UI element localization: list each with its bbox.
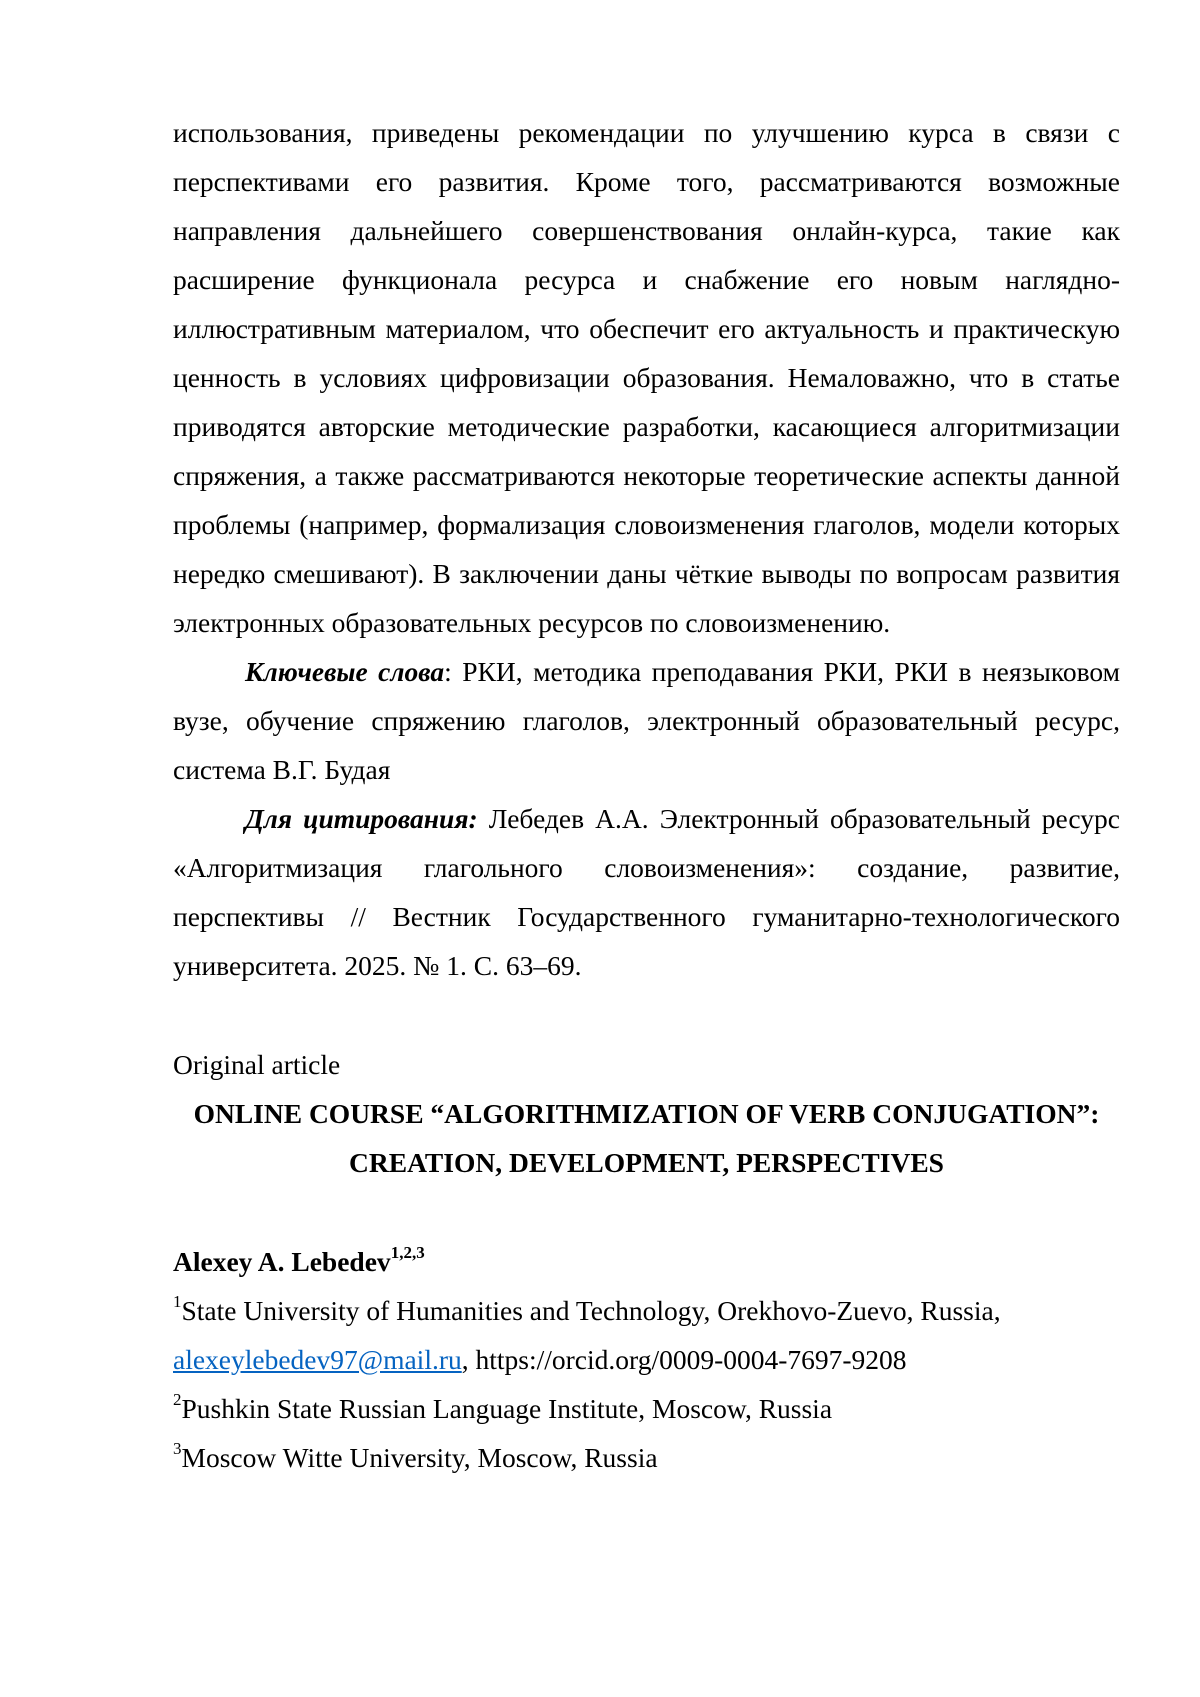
citation-label: Для цитирования: [245,803,478,834]
contact-line [173,1335,1120,1384]
affiliation-3-marker: 3 [173,1439,182,1458]
author-name: Alexey A. Lebedev [173,1246,391,1277]
affiliation-2 [173,1384,1120,1433]
keywords-paragraph [173,647,1120,794]
affiliation-1 [173,1286,1120,1335]
keywords-label: Ключевые слова [245,656,444,687]
orcid-text: , https://orcid.org/0009-0004-7697-9208 [462,1344,907,1375]
affiliation-3 [173,1433,1120,1482]
document-page [173,108,1120,1482]
section-spacer [173,1187,1120,1237]
citation-text: Лебедев А.А. Электронный образовательный ресурс «Алгоритмизация глагольного словоизменения»: создание, развитие, перспективы // Вестник Государственного гуманитарно-технологического университета. 2025. № 1. С. 63–69. [173,803,1120,981]
affiliation-2-marker: 2 [173,1390,182,1409]
author-affiliation-markers: 1,2,3 [391,1243,425,1262]
abstract-continuation: использования, приведены рекомендации по улучшению курса в связи с перспективами его развития. Кроме того, рассматриваются возможные направления дальнейшего совершенствования онлайн-курса, такие как расширение функционала ресурса и снабжение его новым наглядно-иллюстративным материалом, что обеспечит его актуальность и практическую ценность в условиях цифровизации образования. Немаловажно, что в статье приводятся авторские методические разработки, касающиеся алгоритмизации спряжения, а также рассматриваются некоторые теоретические аспекты данной проблемы (например, формализация словоизменения глаголов, модели которых нередко смешивают). В заключении даны чёткие выводы по вопросам развития электронных образовательных ресурсов по словоизменению. [173,108,1120,647]
english-title-line-1: ONLINE COURSE “ALGORITHMIZATION OF VERB CONJUGATION”: [173,1089,1120,1138]
keywords-text: РКИ, методика преподавания РКИ, РКИ в неязыковом вузе, обучение спряжению глаголов, электронный образовательный ресурс, система В.Г. Будая [173,656,1120,785]
section-spacer [173,990,1120,1040]
affiliation-2-text: Pushkin State Russian Language Institute, Moscow, Russia [182,1393,833,1424]
affiliation-3-text: Moscow Witte University, Moscow, Russia [182,1442,658,1473]
english-title-line-2: CREATION, DEVELOPMENT, PERSPECTIVES [173,1138,1120,1187]
affiliation-1-text: State University of Humanities and Technology, Orekhovo-Zuevo, Russia, [182,1295,1001,1326]
keywords-separator: : [444,656,452,687]
citation-paragraph [173,794,1120,990]
author-line [173,1237,1120,1286]
email-link[interactable]: alexeylebedev97@mail.ru [173,1344,462,1375]
affiliation-1-marker: 1 [173,1292,182,1311]
article-type: Original article [173,1040,1120,1089]
